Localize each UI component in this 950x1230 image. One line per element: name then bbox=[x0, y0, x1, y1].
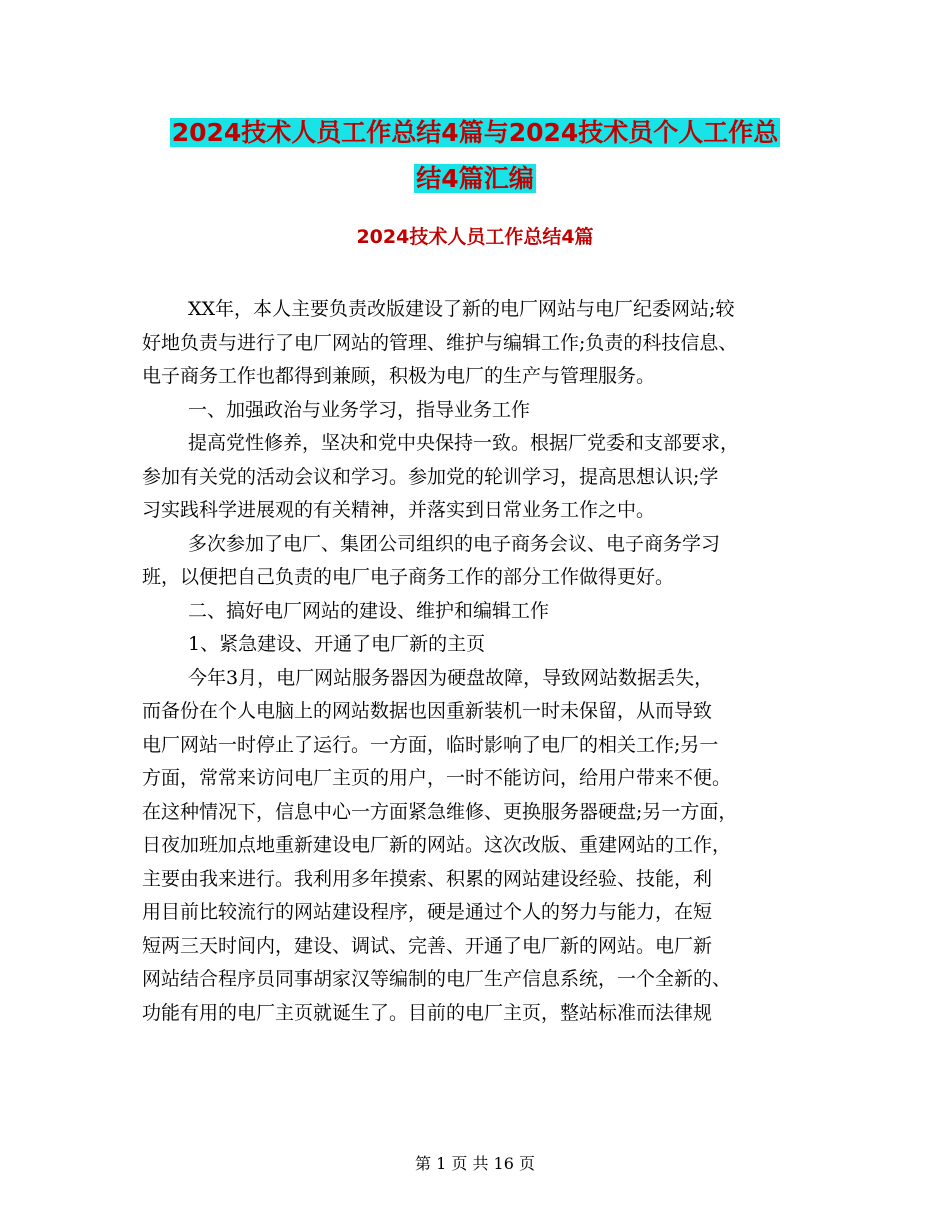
paragraph-line: 提高党性修养，坚决和党中央保持一致。根据厂党委和支部要求， bbox=[188, 432, 740, 454]
document-title bbox=[0, 110, 950, 202]
paragraph-line: 好地负责与进行了电厂网站的管理、维护与编辑工作;负责的科技信息、 bbox=[142, 331, 738, 354]
subheading-line: 二、搞好电厂网站的建设、维护和编辑工作 bbox=[188, 599, 550, 622]
paragraph-line: 功能有用的电厂主页就诞生了。目前的电厂主页，整站标准而法律规 bbox=[142, 1001, 713, 1024]
paragraph-line: 短两三天时间内，建设、调试、完善、开通了电厂新的网站。电厂新 bbox=[142, 934, 713, 957]
paragraph-line: 而备份在个人电脑上的网站数据也因重新装机一时未保留，从而导致 bbox=[142, 700, 713, 722]
paragraph-line: 参加有关党的活动会议和学习。参加党的轮训学习，提高思想认识;学 bbox=[142, 465, 719, 488]
paragraph-line: 网站结合程序员同事胡家汉等编制的电厂生产信息系统，一个全新的、 bbox=[142, 968, 732, 990]
paragraph-line: 电厂网站一时停止了运行。一方面，临时影响了电厂的相关工作;另一 bbox=[142, 733, 719, 756]
page-footer: 第 1 页 共 16 页 bbox=[415, 1154, 535, 1173]
paragraph-line: 主要由我来进行。我利用多年摸索、积累的网站建设经验、技能，利 bbox=[142, 867, 713, 890]
paragraph-line: XX年，本人主要负责改版建设了新的电厂网站与电厂纪委网站;较 bbox=[188, 298, 735, 320]
title-line-2: 结4篇汇编 bbox=[416, 164, 534, 193]
section-heading: 2024技术人员工作总结4篇 bbox=[356, 226, 594, 248]
paragraph-line: 今年3月，电厂网站服务器因为硬盘故障，导致网站数据丢失， bbox=[188, 666, 714, 689]
paragraph-line: 班，以便把自己负责的电厂电子商务工作的部分工作做得更好。 bbox=[142, 566, 675, 588]
paragraph-line: 电子商务工作也都得到兼顾，积极为电厂的生产与管理服务。 bbox=[142, 365, 656, 387]
paragraph-line: 在这种情况下，信息中心一方面紧急维修、更换服务器硬盘;另一方面， bbox=[142, 800, 738, 823]
title-line-1: 2024技术人员工作总结4篇与2024技术员个人工作总 bbox=[171, 118, 779, 147]
paragraph-line: 用目前比较流行的网站建设程序，硬是通过个人的努力与能力，在短 bbox=[142, 901, 713, 923]
subheading-line: 一、加强政治与业务学习，指导业务工作 bbox=[188, 398, 531, 421]
paragraph-line: 多次参加了电厂、集团公司组织的电子商务会议、电子商务学习 bbox=[188, 532, 721, 555]
paragraph-line: 方面，常常来访问电厂主页的用户，一时不能访问，给用户带来不便。 bbox=[142, 767, 732, 789]
paragraph-line: 日夜加班加点地重新建设电厂新的网站。这次改版、重建网站的工作， bbox=[142, 834, 732, 856]
subheading-line: 1、紧急建设、开通了电厂新的主页 bbox=[188, 633, 486, 655]
document-body bbox=[142, 293, 810, 1030]
paragraph-line: 习实践科学进展观的有关精神，并落实到日常业务工作之中。 bbox=[142, 499, 656, 521]
